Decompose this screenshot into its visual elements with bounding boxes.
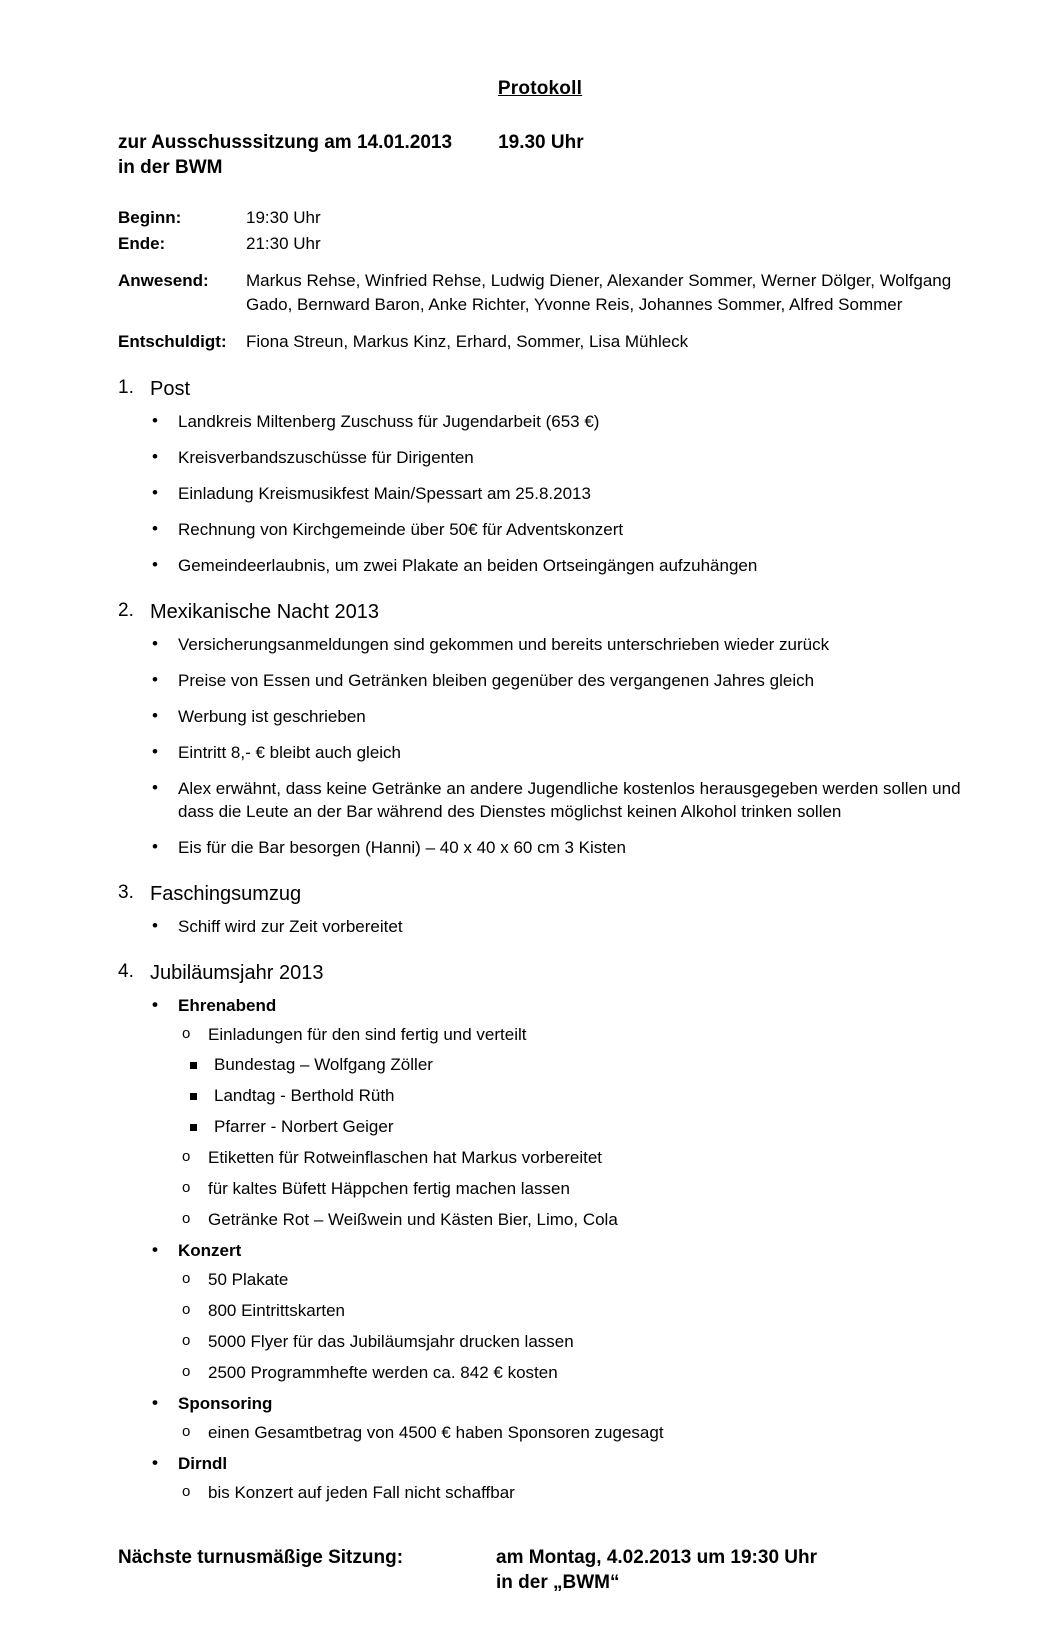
section-number-1: 1.	[118, 377, 134, 399]
page-title: Protokoll	[497, 78, 583, 99]
list-item: • Eintritt 8,- € bleibt auch gleich	[150, 742, 962, 765]
entschuldigt-value: Fiona Streun, Markus Kinz, Erhard, Sommer, Lisa Mühleck	[246, 331, 689, 351]
anwesend-value: Markus Rehse, Winfried Rehse, Ludwig Diener, Alexander Sommer, Werner Dölger, Wolfgang Gado, Bernward Baron, Anke Richter, Yvonne Reis, Johannes Sommer, Alfred Sommer	[246, 271, 952, 314]
meeting-subtitle	[118, 130, 962, 180]
group-ehrenabend-items	[118, 1024, 962, 1233]
list-item: • Gemeindeerlaubnis, um zwei Plakate an beiden Ortseingängen aufzuhängen	[150, 555, 962, 578]
list-item: • Dirndl	[150, 1453, 962, 1476]
section-title-3: Faschingsumzug	[150, 882, 302, 905]
list-item: Pfarrer - Norbert Geiger	[186, 1116, 962, 1139]
table-row	[118, 330, 962, 355]
meeting-time: 19.30 Uhr	[498, 132, 584, 153]
next-meeting-date: am Montag, 4.02.2013 um 19:30 Uhr	[496, 1546, 818, 1568]
section-heading-2	[118, 600, 962, 624]
list-item: o für kaltes Büfett Häppchen fertig machen lassen	[180, 1178, 962, 1201]
table-row	[118, 269, 962, 318]
list-item: • Sponsoring	[150, 1393, 962, 1416]
ende-label: Ende:	[118, 233, 166, 253]
list-item: Landtag - Berthold Rüth	[186, 1085, 962, 1108]
section-title-4: Jubiläumsjahr 2013	[150, 961, 324, 984]
list-item: o 50 Plakate	[180, 1269, 962, 1292]
list-item: Bundestag – Wolfgang Zöller	[186, 1054, 962, 1077]
section-4-groups	[118, 1240, 962, 1263]
section-heading-3	[118, 882, 962, 906]
sub-sub-list	[118, 1054, 962, 1139]
section-4-groups	[118, 995, 962, 1018]
list-item: o einen Gesamtbetrag von 4500 € haben Sponsoren zugesagt	[180, 1422, 962, 1445]
list-item: o 5000 Flyer für das Jubiläumsjahr drucken lassen	[180, 1331, 962, 1354]
meeting-subject: zur Ausschusssitzung am 14.01.2013	[118, 132, 453, 153]
meeting-subtitle-line1	[118, 130, 962, 155]
section-number-3: 3.	[118, 881, 134, 903]
list-item: • Preise von Essen und Getränken bleiben gegenüber des vergangenen Jahres gleich	[150, 670, 962, 693]
beginn-label: Beginn:	[118, 208, 182, 228]
list-item: o 800 Eintrittskarten	[180, 1300, 962, 1323]
next-meeting-block	[118, 1545, 962, 1596]
spacer-row	[118, 257, 962, 269]
list-item: o bis Konzert auf jeden Fall nicht schaffbar	[180, 1482, 962, 1505]
sub-list	[118, 1024, 962, 1047]
group-dirndl-items	[118, 1482, 962, 1505]
list-item: o 2500 Programmhefte werden ca. 842 € kosten	[180, 1362, 962, 1385]
section-title-2: Mexikanische Nacht 2013	[150, 601, 380, 624]
table-row	[118, 232, 962, 257]
anwesend-label: Anwesend:	[118, 271, 209, 291]
meeting-location: in der BWM	[118, 157, 223, 179]
beginn-value: 19:30 Uhr	[246, 208, 321, 228]
meeting-meta-table	[118, 206, 962, 355]
list-item: • Rechnung von Kirchgemeinde über 50€ für Adventskonzert	[150, 519, 962, 542]
section-title-1: Post	[150, 378, 191, 401]
list-item: • Landkreis Miltenberg Zuschuss für Jugendarbeit (653 €)	[150, 411, 962, 434]
section-number-4: 4.	[118, 960, 134, 982]
section-number-2: 2.	[118, 600, 134, 622]
section-heading-4	[118, 961, 962, 985]
list-item: • Alex erwähnt, dass keine Getränke an andere Jugendliche kostenlos herausgegeben werden sollen und dass die Leute an der Bar während des Dienstes möglichst keinen Alkohol trinken sollen	[150, 778, 962, 824]
list-item: • Kreisverbandszuschüsse für Dirigenten	[150, 447, 962, 470]
section-1-bullets	[118, 411, 962, 578]
list-item: • Konzert	[150, 1240, 962, 1263]
spacer-row	[118, 318, 962, 330]
section-2-bullets	[118, 634, 962, 860]
list-item: • Ehrenabend	[150, 995, 962, 1018]
entschuldigt-label: Entschuldigt:	[118, 331, 227, 351]
section-heading-1	[118, 377, 962, 401]
list-item: • Versicherungsanmeldungen sind gekommen und bereits unterschrieben wieder zurück	[150, 634, 962, 657]
next-meeting-details	[496, 1545, 962, 1596]
next-meeting-location: in der „BWM“	[496, 1571, 620, 1593]
sub-list	[118, 1269, 962, 1385]
list-item: o Getränke Rot – Weißwein und Kästen Bier, Limo, Cola	[180, 1209, 962, 1232]
section-4-groups	[118, 1453, 962, 1476]
table-row	[118, 206, 962, 231]
list-item: o Etiketten für Rotweinflaschen hat Markus vorbereitet	[180, 1147, 962, 1170]
list-item: • Eis für die Bar besorgen (Hanni) – 40 x 40 x 60 cm 3 Kisten	[150, 837, 962, 860]
list-item: • Werbung ist geschrieben	[150, 706, 962, 729]
section-4-groups	[118, 1393, 962, 1416]
next-meeting-label: Nächste turnusmäßige Sitzung:	[118, 1546, 404, 1568]
list-item: • Einladung Kreismusikfest Main/Spessart am 25.8.2013	[150, 483, 962, 506]
section-3-bullets	[118, 916, 962, 939]
sub-list	[118, 1147, 962, 1232]
list-item: • Schiff wird zur Zeit vorbereitet	[150, 916, 962, 939]
sub-list	[118, 1422, 962, 1445]
list-item: o Einladungen für den sind fertig und verteilt	[180, 1024, 962, 1047]
ende-value: 21:30 Uhr	[246, 233, 321, 253]
group-konzert-items	[118, 1269, 962, 1385]
sub-list	[118, 1482, 962, 1505]
group-sponsoring-items	[118, 1422, 962, 1445]
